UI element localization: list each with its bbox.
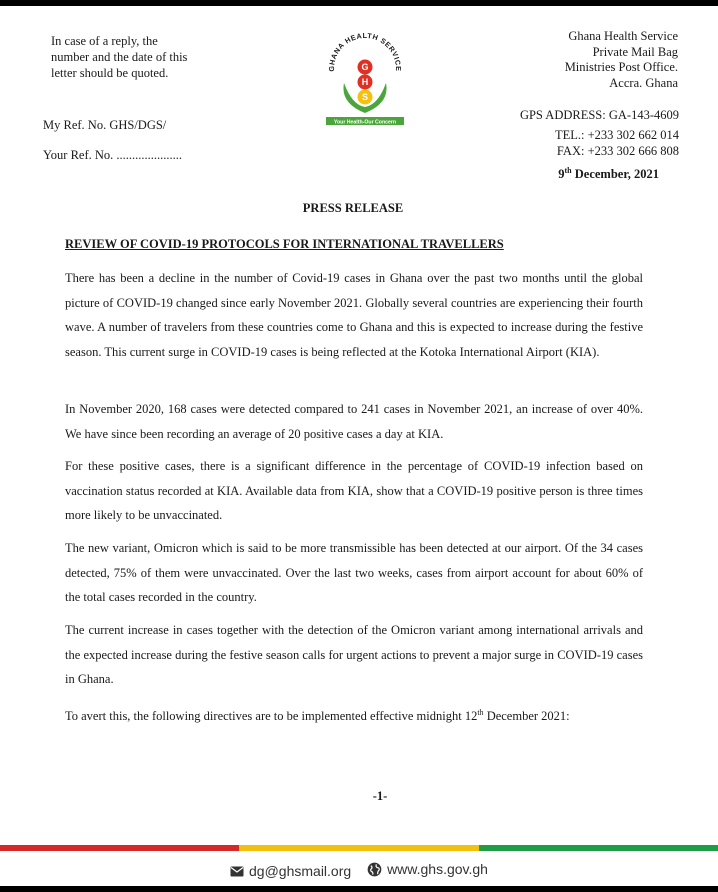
gps-address: GPS ADDRESS: GA-143-4609 <box>519 108 679 122</box>
paragraph-1: There has been a decline in the number of Covid-19 cases in Ghana over the past two months until the global picture of COVID-19 changed since early November 2021. Globally several countries are experiencing their fourth wave. A number of travelers from these countries come to Ghana and this is expected to increase during the festive season. This current surge in COVID-19 cases is being reflected at the Kotoka International Airport (KIA). <box>65 271 643 359</box>
page-number-label: -1- <box>372 789 388 803</box>
my-ref: My Ref. No. GHS/DGS/ <box>43 118 167 132</box>
directive-intro-end: December 2021: <box>483 709 570 724</box>
envelope-icon <box>230 866 244 877</box>
logo-letter-h: H <box>361 77 369 87</box>
stripe-gold <box>239 845 478 851</box>
directive-intro-sup: th <box>477 708 484 717</box>
address-line-4: Accra. Ghana <box>609 75 678 90</box>
logo-letter-g: G <box>361 62 369 72</box>
footer <box>0 861 718 880</box>
top-border <box>0 0 718 6</box>
bottom-border <box>0 886 718 892</box>
fax-number: FAX: +233 302 666 808 <box>556 143 679 158</box>
address-line-2: Private Mail Bag <box>592 44 678 59</box>
globe-icon <box>367 862 382 877</box>
press-release-label: PRESS RELEASE <box>302 201 404 215</box>
date-day: 9 <box>558 167 565 182</box>
logo-arc-text: GHANA HEALTH SERVICE <box>326 30 404 72</box>
logo-letter-s: S <box>361 92 369 102</box>
date-suffix: th <box>564 166 572 175</box>
press-release-title <box>0 201 718 216</box>
paragraph-6 <box>65 701 643 729</box>
your-ref: Your Ref. No. ..................... <box>43 148 183 162</box>
ghs-logo <box>322 25 408 131</box>
reply-note-line-2: number and the date of this <box>51 50 188 64</box>
tel-number: TEL.: +233 302 662 014 <box>554 128 679 142</box>
reply-note-line-1: In case of a reply, the <box>51 34 158 48</box>
footer-website-text: www.ghs.gov.gh <box>387 861 488 877</box>
directive-intro-start: To avert this, the following directives are to be implemented effective midnight 12 <box>65 709 478 724</box>
reply-note-line-3: letter should be quoted. <box>51 66 169 80</box>
paragraph-3: For these positive cases, there is a significant difference in the percentage of COVID-19 infection based on vaccination status recorded at KIA. Available data from KIA, show that a COVID-19 positive person is three times more likely to be unvaccinated. <box>65 459 643 522</box>
letter-date <box>558 166 659 182</box>
document-heading: REVIEW OF COVID-19 PROTOCOLS FOR INTERNATIONAL TRAVELLERS <box>65 237 504 251</box>
footer-email-text: dg@ghsmail.org <box>249 863 352 879</box>
reply-note <box>51 33 187 81</box>
date-rest: December, 2021 <box>571 167 659 182</box>
paragraph-2: In November 2020, 168 cases were detected compared to 241 cases in November 2021, an increase of over 40%. We have since been recording an average of 20 positive cases a day at KIA. <box>65 402 643 441</box>
logo-tagline: Your Health-Our Concern <box>333 119 397 126</box>
stripe-green <box>479 845 718 851</box>
paragraph-4: The new variant, Omicron which is said to be more transmissible has been detected at our airport. Of the 34 cases detected, 75% of them were unvaccinated. Over the last two weeks, cases from airport account for about 60% of the total cases recorded in the country. <box>65 541 643 604</box>
footer-website[interactable] <box>367 861 488 877</box>
page-number <box>0 789 718 804</box>
address-line-3: Ministries Post Office. <box>564 60 678 75</box>
color-stripe <box>0 845 718 851</box>
paragraph-5: The current increase in cases together with the detection of the Omicron variant among international arrivals and the expected increase during the festive season calls for urgent actions to prevent a major surge in COVID-19 cases in Ghana. <box>65 623 643 686</box>
contact-numbers <box>555 128 679 159</box>
office-address <box>565 29 678 91</box>
footer-email[interactable] <box>230 863 351 879</box>
address-line-1: Ghana Health Service <box>568 29 678 43</box>
stripe-red <box>0 845 239 851</box>
